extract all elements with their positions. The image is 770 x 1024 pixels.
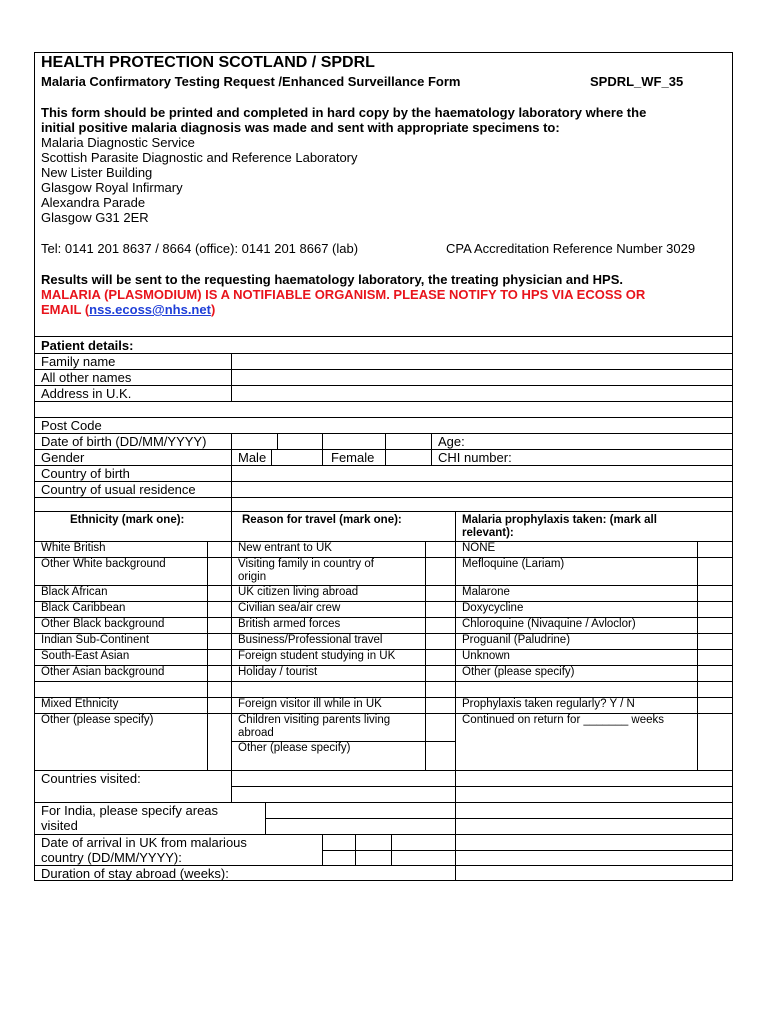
cpa-reference: CPA Accreditation Reference Number 3029 [446,241,696,256]
address-line: Alexandra Parade [41,195,146,210]
india-areas-label: For India, please specify areas [41,803,219,818]
address-line: Scottish Parasite Diagnostic and Reference Laboratory [41,150,358,165]
travel-option: Foreign student studying in UK [238,650,396,662]
notify-email-line: EMAIL (nss.ecoss@nhs.net) [41,302,216,317]
divider [34,417,733,418]
prophylaxis-option: Mefloquine (Lariam) [462,558,565,570]
divider [425,541,426,770]
patient-details-heading: Patient details: [41,338,134,353]
ethnicity-option: Other Black background [41,618,165,630]
travel-option: New entrant to UK [238,542,332,554]
divider [34,353,733,354]
divider [34,401,733,402]
divider [455,511,456,770]
age-label: Age: [438,434,465,449]
travel-option: Children visiting parents living [238,714,391,726]
divider [277,433,278,449]
ethnicity-option: Other Asian background [41,666,165,678]
ethnicity-heading: Ethnicity (mark one): [70,514,185,526]
divider [34,385,733,386]
divider [271,449,272,465]
divider [34,336,733,337]
ethnicity-option: Other (please specify) [41,714,154,726]
divider [34,369,733,370]
travel-option-cont: abroad [238,727,274,739]
country-of-birth-label: Country of birth [41,466,130,481]
ethnicity-option: Black African [41,586,108,598]
results-note: Results will be sent to the requesting haematology laboratory, the treating physician and HPS. [41,272,623,287]
india-areas-label-cont: visited [41,818,78,833]
divider [34,541,733,542]
divider [207,541,208,770]
chi-number-label: CHI number: [438,450,512,465]
address-line: New Lister Building [41,165,153,180]
divider [231,433,232,511]
travel-option-cont: origin [238,571,267,583]
prophylaxis-option: Doxycycline [462,602,524,614]
divider [34,585,733,586]
ecoss-email-link[interactable]: nss.ecoss@nhs.net [89,302,211,317]
other-names-label: All other names [41,370,132,385]
prophylaxis-option: Proguanil (Paludrine) [462,634,571,646]
prophylaxis-option: Unknown [462,650,510,662]
post-code-label: Post Code [41,418,102,433]
divider [231,511,232,770]
address-label: Address in U.K. [41,386,132,401]
travel-option: British armed forces [238,618,341,630]
ethnicity-option: Other White background [41,558,166,570]
travel-reason-heading: Reason for travel (mark one): [242,514,402,526]
travel-option: Business/Professional travel [238,634,383,646]
ethnicity-option: Mixed Ethnicity [41,698,119,710]
divider [697,541,698,770]
divider [322,433,323,465]
divider [322,850,733,851]
prophylaxis-option: Other (please specify) [462,666,575,678]
gender-label: Gender [41,450,85,465]
divider [431,433,432,465]
country-of-residence-label: Country of usual residence [41,482,196,497]
travel-option: Foreign visitor ill while in UK [238,698,382,710]
divider [231,353,232,401]
divider [265,818,733,819]
male-option: Male [238,450,267,465]
divider [34,497,733,498]
form-subtitle: Malaria Confirmatory Testing Request /Enhanced Surveillance Form [41,74,461,89]
divider [34,601,733,602]
travel-option: Holiday / tourist [238,666,318,678]
prophylaxis-continued: Continued on return for _______ weeks [462,714,665,726]
countries-visited-label: Countries visited: [41,771,141,786]
travel-option: Civilian sea/air crew [238,602,341,614]
prophylaxis-heading: Malaria prophylaxis taken: (mark all [462,514,657,526]
family-name-label: Family name [41,354,116,369]
notifiable-notice: MALARIA (PLASMODIUM) IS A NOTIFIABLE ORGANISM. PLEASE NOTIFY TO HPS VIA ECOSS OR [41,287,646,302]
prophylaxis-option: Malarone [462,586,510,598]
divider [34,465,733,466]
travel-option: Visiting family in country of [238,558,374,570]
ethnicity-option: White British [41,542,106,554]
travel-option: Other (please specify) [238,742,351,754]
divider [34,449,733,450]
arrival-date-label-cont: country (DD/MM/YYYY): [41,850,182,865]
intro-line-1: This form should be printed and completed in hard copy by the haematology laboratory where the [41,105,647,120]
prophylaxis-regular: Prophylaxis taken regularly? Y / N [462,698,635,710]
address-line: Malaria Diagnostic Service [41,135,195,150]
divider [34,681,733,682]
prophylaxis-heading-cont: relevant): [462,527,514,539]
prophylaxis-option: NONE [462,542,496,554]
address-line: Glasgow G31 2ER [41,210,149,225]
stay-duration-label: Duration of stay abroad (weeks): [41,866,229,881]
ethnicity-option: Black Caribbean [41,602,126,614]
intro-line-2: initial positive malaria diagnosis was made and sent with appropriate specimens to: [41,120,560,135]
ethnicity-option: Indian Sub-Continent [41,634,150,646]
divider [231,786,733,787]
travel-option: UK citizen living abroad [238,586,359,598]
address-line: Glasgow Royal Infirmary [41,180,183,195]
divider [385,433,386,465]
prophylaxis-option: Chloroquine (Nivaquine / Avloclor) [462,618,636,630]
dob-label: Date of birth (DD/MM/YYYY) [41,434,207,449]
arrival-date-label: Date of arrival in UK from malarious [41,835,247,850]
divider [34,511,733,512]
telephone-numbers: Tel: 0141 201 8637 / 8664 (office): 0141 201 8667 (lab) [41,241,359,256]
form-code: SPDRL_WF_35 [590,74,684,89]
female-option: Female [331,450,375,465]
ethnicity-option: South-East Asian [41,650,130,662]
page-title: HEALTH PROTECTION SCOTLAND / SPDRL [41,54,375,71]
